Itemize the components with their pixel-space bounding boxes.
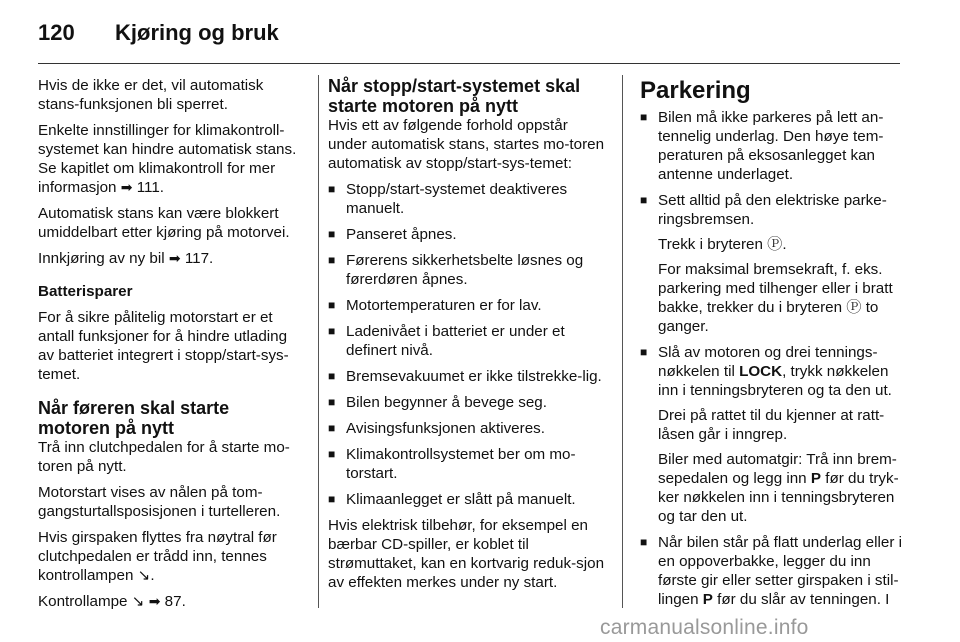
paragraph: Innkjøring av ny bil ➡ 117.	[38, 250, 214, 267]
list-item: ■ Førerens sikkerhetsbelte løsnes og førerdøren åpnes.	[328, 251, 608, 289]
start-stop-indicator-icon: ↘	[131, 593, 145, 610]
paragraph: Trå inn clutchpedalen for å starte mo-toren på nytt.	[38, 439, 290, 475]
watermark: carmanualsonline.info	[600, 616, 809, 639]
column-divider-2	[622, 75, 623, 608]
paragraph: Kontrollampe ↘ ➡ 87.	[38, 593, 186, 610]
page-number: 120	[38, 20, 75, 45]
list-item: ■ Når bilen står på flatt underlag eller i en oppoverbakke, legger du inn første gir eller setter girspaken i stil-lingen P før du slår av tenningen. I	[640, 533, 910, 609]
heading-auto-restart: Når stopp/start-systemet skal starte motoren på nytt	[328, 76, 581, 116]
condition-list	[328, 180, 608, 509]
paragraph: For å sikre pålitelig motorstart er et antall funksjoner for å hindre utlading av batteriet integrert i stopp/start-sys-temet.	[38, 309, 289, 383]
list-item: ■ Klimaanlegget er slått på manuelt.	[328, 490, 608, 509]
paragraph: Hvis ett av følgende forhold oppstår under automatisk stans, startes mo-toren automatisk av stopp/start-sys-temet:	[328, 117, 605, 172]
list-item: ■ Klimakontrollsystemet ber om mo-torstart.	[328, 445, 608, 483]
paragraph: Hvis elektrisk tilbehør, for eksempel en bærbar CD-spiller, er koblet til strømuttaket, kan en kortvarig reduk-sjon av effekten merkes under ny start.	[328, 517, 605, 591]
list-item: ■ Bilen begynner å bevege seg.	[328, 393, 608, 412]
heading-parking: Parkering	[640, 77, 751, 104]
page-reference[interactable]: 87.	[164, 593, 186, 610]
parking-brake-icon: Ⓟ	[846, 299, 862, 316]
start-stop-indicator-icon: ↘	[137, 567, 151, 584]
arrow-right-icon: ➡	[168, 250, 181, 266]
page-reference[interactable]: 117.	[184, 250, 214, 267]
page-header	[38, 20, 918, 48]
parking-brake-icon: Ⓟ	[767, 236, 783, 253]
list-item: ■ Ladenivået i batteriet er under et definert nivå.	[328, 322, 608, 360]
subheading-battery: Batterisparer	[38, 283, 133, 300]
arrow-right-icon: ➡	[120, 179, 133, 195]
list-item: ■ Avisingsfunksjonen aktiveres.	[328, 419, 608, 438]
list-item: ■ Panseret åpnes.	[328, 225, 608, 244]
column-3	[640, 76, 910, 616]
list-item: ■ Sett alltid på den elektriske parke-ringsbremsen. Trekk i bryteren Ⓟ. For maksimal bremsekraft, f. eks. parkering med tilhenger eller i bratt bakke, trekker du i bryteren Ⓟ to ganger.	[640, 191, 910, 336]
list-item: ■ Motortemperaturen er for lav.	[328, 296, 608, 315]
list-item: ■ Bremsevakuumet er ikke tilstrekke-lig.	[328, 367, 608, 386]
paragraph: Hvis girspaken flyttes fra nøytral før clutchpedalen er trådd inn, tennes kontrollampen ↘.	[38, 529, 277, 584]
parking-list	[640, 108, 910, 609]
list-item: ■ Bilen må ikke parkeres på lett an-tennelig underlag. Den høye tem-peraturen på eksosanlegget kan antenne underlaget.	[640, 108, 910, 184]
paragraph: Enkelte innstillinger for klimakontroll-systemet kan hindre automatisk stans. Se kapitlet om klimakontroll for mer informasjon ➡ 111.	[38, 122, 297, 196]
list-item: ■ Stopp/start-systemet deaktiveres manuelt.	[328, 180, 608, 218]
paragraph: Automatisk stans kan være blokkert umiddelbart etter kjøring på motorvei.	[38, 205, 290, 241]
chapter-title: Kjøring og bruk	[115, 20, 279, 45]
list-item: ■ Slå av motoren og drei tennings-nøkkelen til LOCK, trykk nøkkelen inn i tenningsbryteren og ta den ut. Drei på rattet til du kjenner at ratt-låsen går i inngrep. Biler med automatgir: Trå inn brem-sepedalen og legg inn P før du tryk-ker nøkkelen inn i tenningsbryteren og tar den ut.	[640, 343, 910, 526]
heading-restart: Når føreren skal starte motoren på nytt	[38, 398, 230, 438]
paragraph: Motorstart vises av nålen på tom-gangsturtallsposisjonen i turtelleren.	[38, 484, 281, 520]
column-2	[328, 76, 608, 599]
header-rule	[38, 63, 900, 64]
column-divider-1	[318, 75, 319, 608]
column-1	[38, 76, 304, 618]
page-reference[interactable]: 111.	[136, 179, 165, 196]
paragraph: Hvis de ikke er det, vil automatisk stans-funksjonen bli sperret.	[38, 77, 264, 113]
arrow-right-icon: ➡	[148, 593, 161, 609]
